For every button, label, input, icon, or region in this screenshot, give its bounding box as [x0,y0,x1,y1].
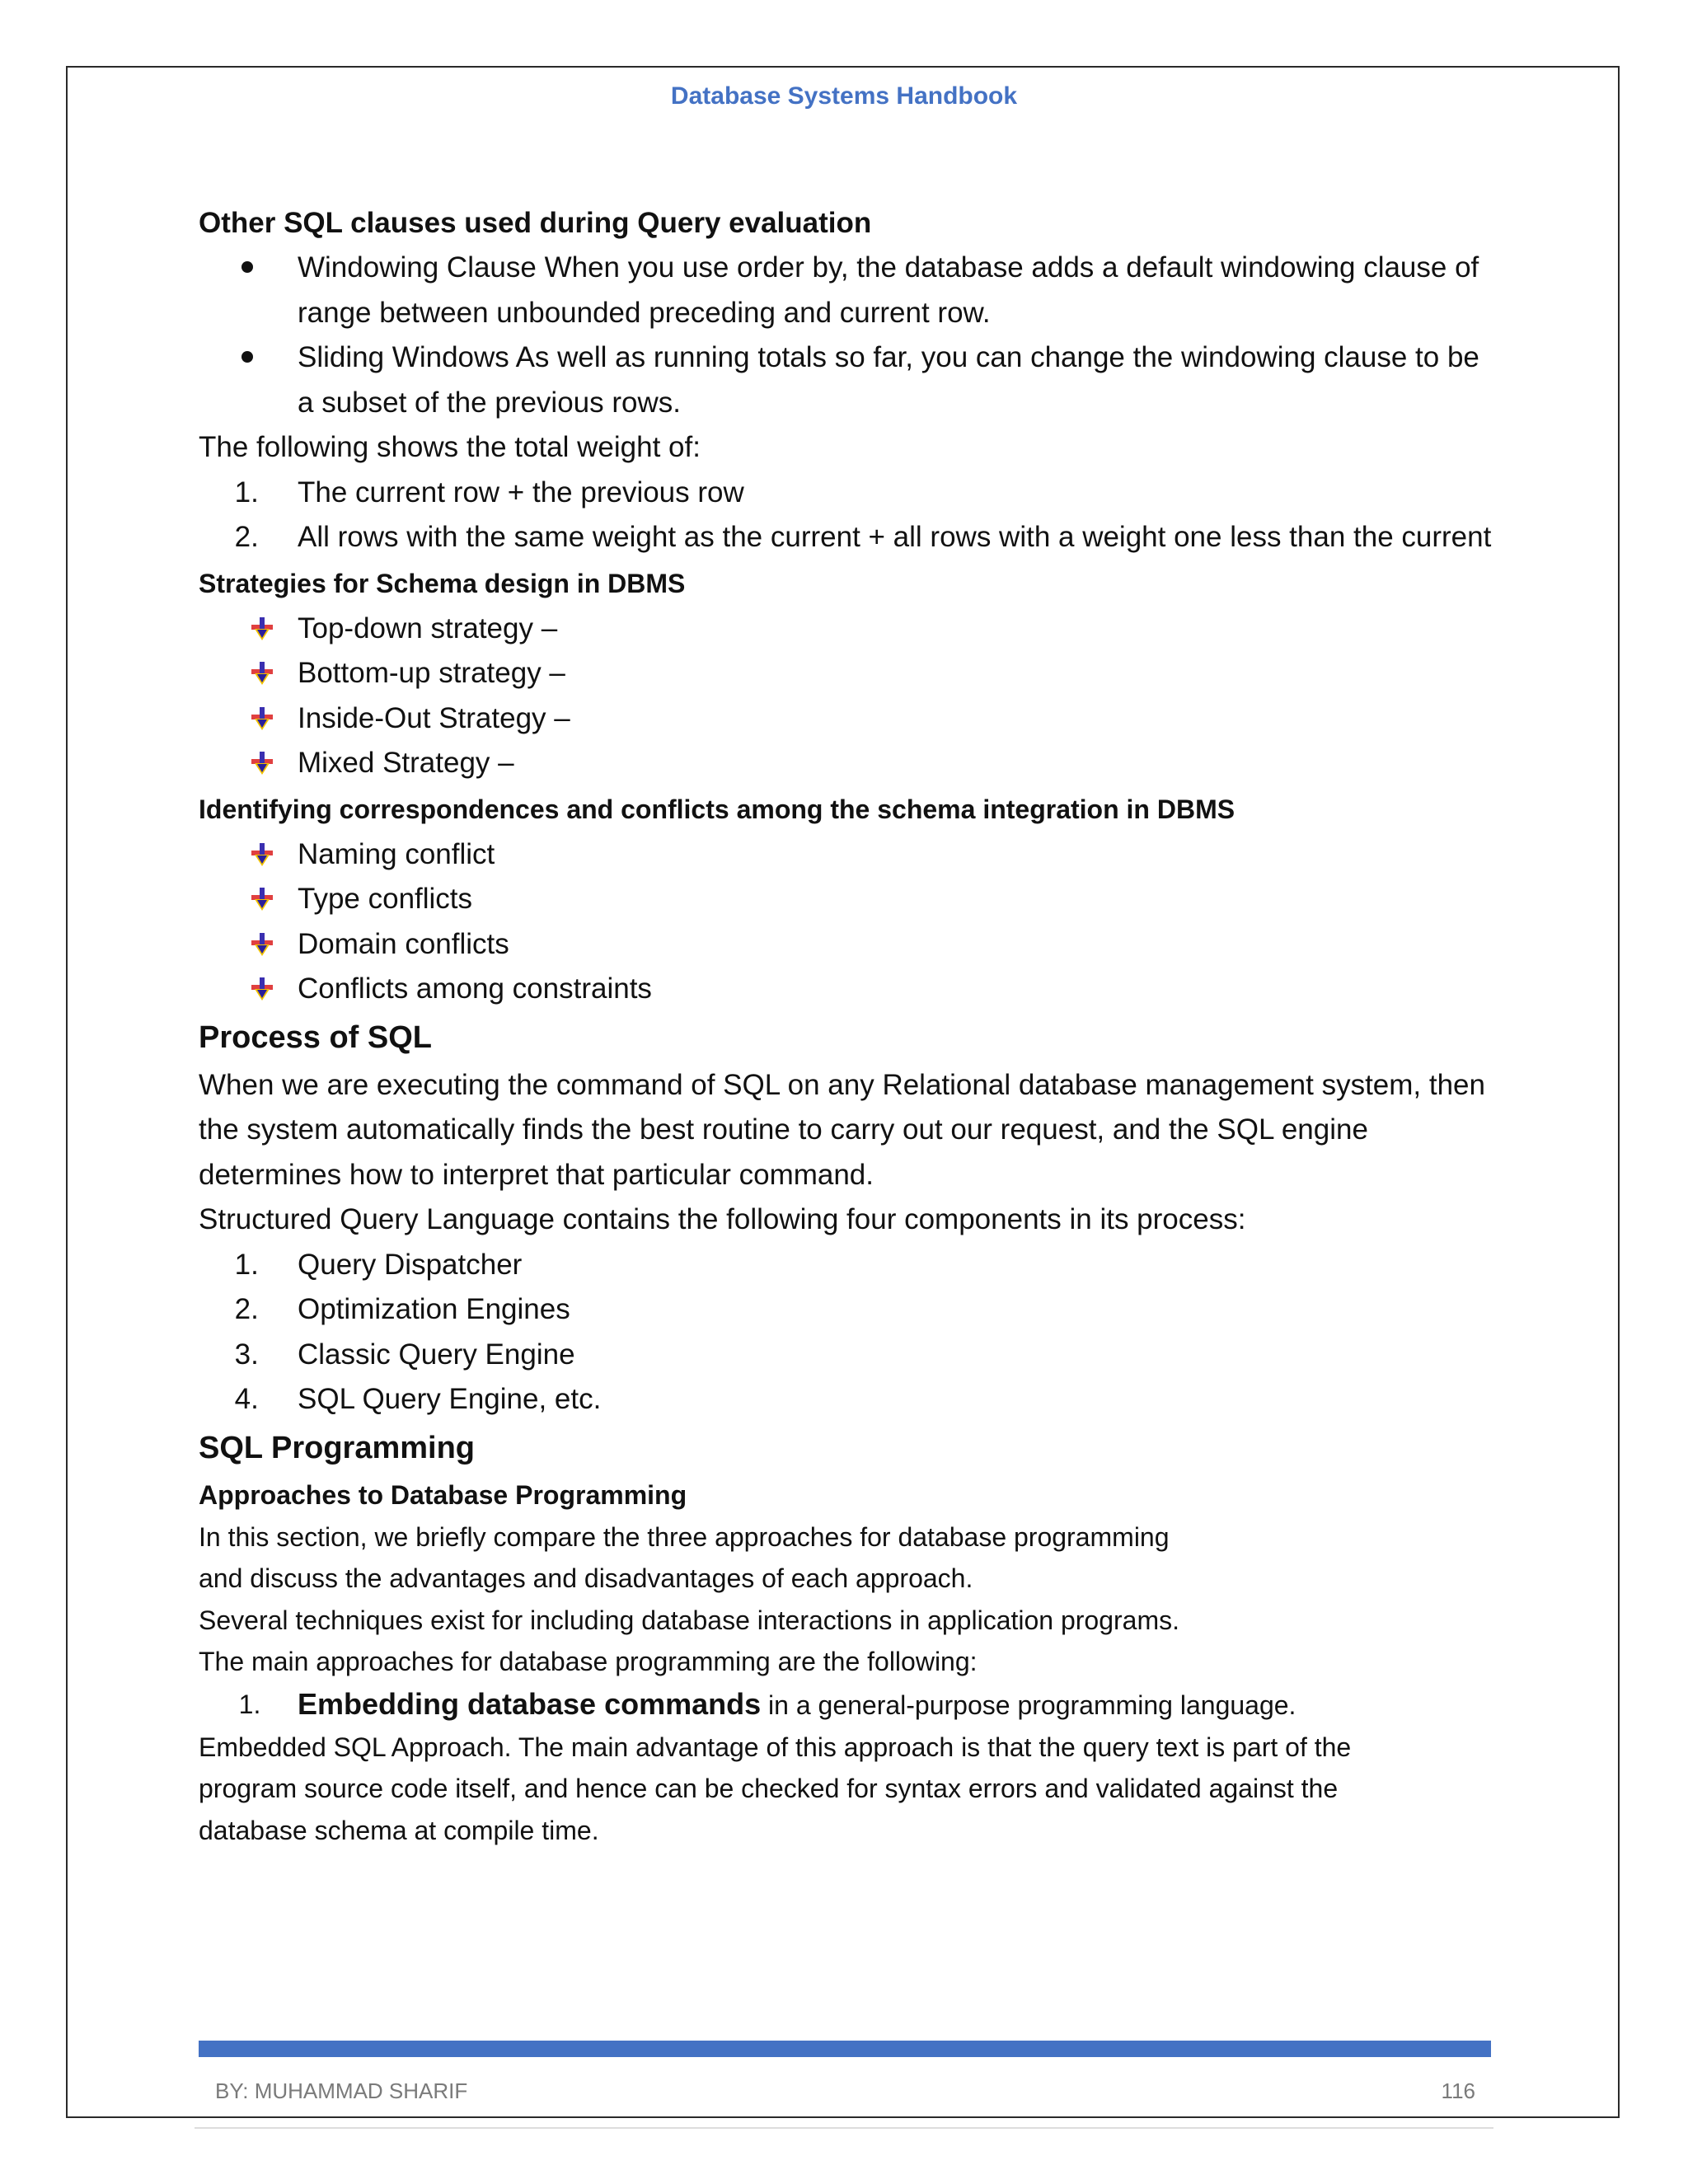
list-item: Bottom-up strategy – [199,651,1493,696]
paragraph: The following shows the total weight of: [199,431,701,463]
paragraph-line: and discuss the advantages and disadvantages of each approach. [199,1563,973,1593]
section-heading-schema-conflicts: Identifying correspondences and conflicts among the schema integration in DBMS [199,794,1236,824]
section-heading-sql-programming: SQL Programming [199,1430,476,1465]
list-item: Domain conflicts [199,922,1493,968]
list-item: Top-down strategy – [199,607,1493,652]
list-item: 2. All rows with the same weight as the current + all rows with a weight one less than the current [234,521,1492,553]
arrow-down-icon [250,977,274,1002]
paragraph-line: Embedded SQL Approach. The main advantage of this approach is that the query text is part of the [199,1732,1352,1762]
page-number: 116 [1441,2079,1475,2103]
bullet-icon [241,351,253,363]
page-content [199,198,1493,1851]
list-item: 2. Optimization Engines [234,1293,570,1325]
footer-accent-bar [199,2041,1491,2057]
list-item: Windowing Clause When you use order by, the database adds a default windowing clause of range between unbounded preceding and current row. [199,246,1493,335]
page-bottom-divider [195,2127,1493,2129]
arrow-list [199,832,1493,1012]
section-heading-sql-clauses: Other SQL clauses used during Query evaluation [199,207,872,239]
list-item: 1. Embedding database commands in a general-purpose programming language. [238,1686,1296,1721]
arrow-down-icon [250,843,274,868]
arrow-down-icon [250,888,274,912]
bullet-icon [241,261,253,273]
paragraph: Structured Query Language contains the following four components in its process: [199,1203,1246,1235]
list-item: 1. Query Dispatcher [234,1248,523,1281]
list-item: Conflicts among constraints [199,967,1493,1012]
list-item: Type conflicts [199,877,1493,922]
footer-author: BY: MUHAMMAD SHARIF [215,2079,468,2103]
paragraph-line: Several techniques exist for including database interactions in application programs. [199,1605,1180,1635]
header-title: Database Systems Handbook [670,82,1018,110]
list-item: 1. The current row + the previous row [234,476,744,509]
list-item: 3. Classic Query Engine [234,1338,575,1371]
paragraph-line: program source code itself, and hence can be checked for syntax errors and validated against the [199,1774,1339,1803]
arrow-down-icon [250,752,274,776]
arrow-down-icon [250,662,274,687]
list-item: Sliding Windows As well as running totals so far, you can change the windowing clause to be a subset of the previous rows. [199,335,1493,425]
bullet-list [199,246,1493,425]
arrow-down-icon [250,707,274,732]
section-heading-process-of-sql: Process of SQL [199,1019,432,1055]
list-item: Naming conflict [199,832,1493,878]
numbered-list [199,1243,1493,1422]
arrow-down-icon [250,933,274,958]
paragraph: When we are executing the command of SQL on any Relational database management system, then the system automatically finds the best routine to carry out our request, and the SQL engine determines how to interpret that particular command. [199,1068,1485,1191]
numbered-list [199,1683,1493,1727]
list-item: Mixed Strategy – [199,741,1493,786]
list-item: 4. SQL Query Engine, etc. [234,1383,602,1415]
list-item: Inside-Out Strategy – [199,696,1493,742]
paragraph-line: The main approaches for database programming are the following: [199,1647,978,1676]
arrow-list [199,607,1493,786]
arrow-down-icon [250,617,274,642]
paragraph-line: In this section, we briefly compare the three approaches for database programming [199,1521,1170,1552]
bold-term: Embedding database commands [298,1686,762,1721]
paragraph-line: database schema at compile time. [199,1815,599,1845]
subheading-approaches: Approaches to Database Programming [199,1479,687,1510]
section-heading-schema-strategies: Strategies for Schema design in DBMS [199,568,686,598]
numbered-list [199,471,1493,560]
